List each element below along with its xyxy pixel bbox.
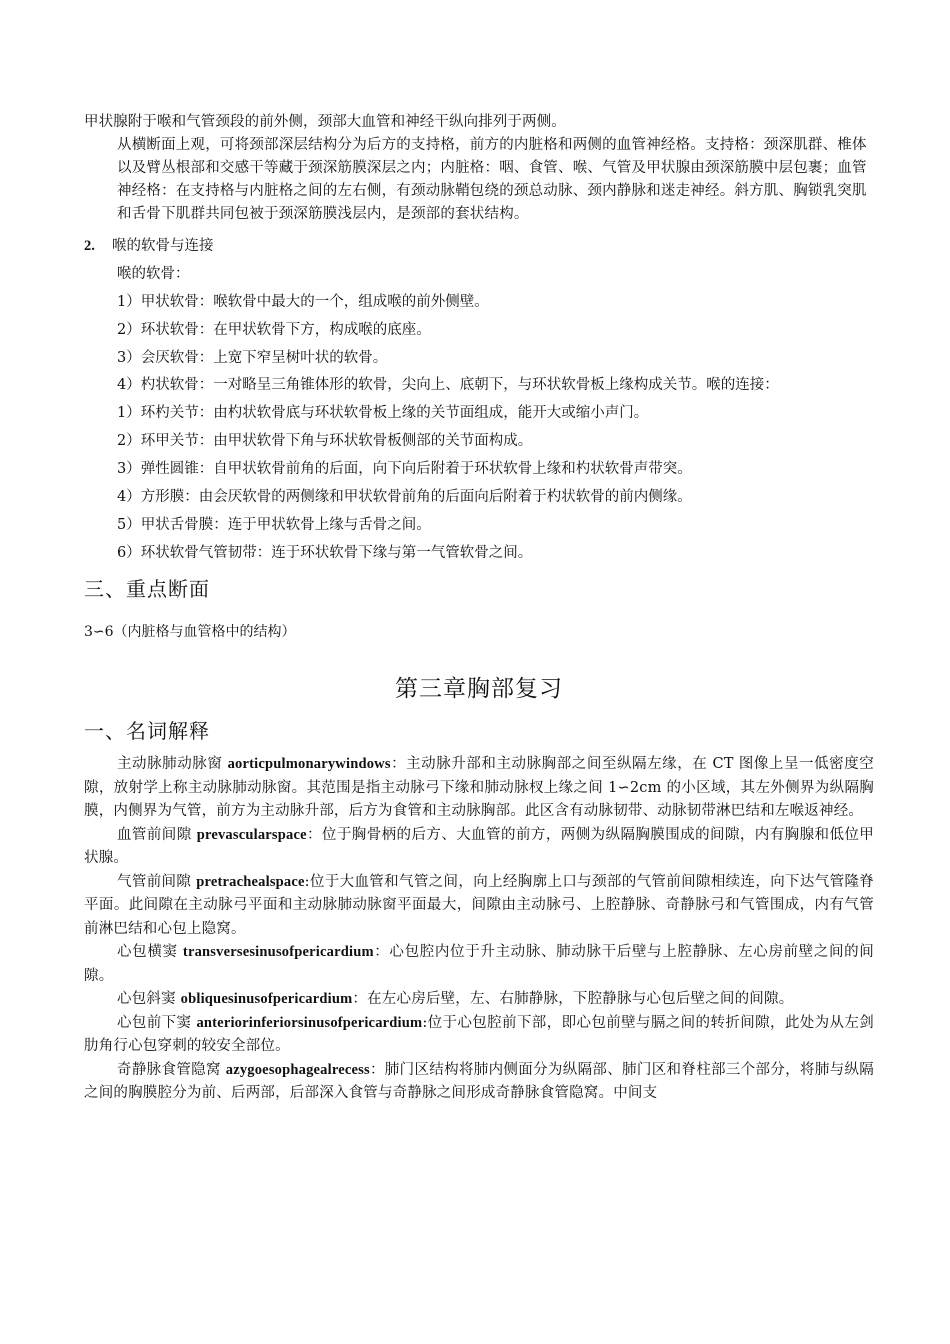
term-definition: 心包腔内位于升主动脉、肺动脉干后壁与上腔静脉、左心房前壁之间的间隙。 xyxy=(84,944,875,984)
term-zh: 心包斜窦 xyxy=(117,991,176,1007)
cartilage-item: 4）杓状软骨：一对略呈三角锥体形的软骨，尖向上、底朝下，与环状软骨板上缘构成关节。喉的连接： xyxy=(117,377,779,393)
term-en: aorticpulmonarywindows xyxy=(227,756,391,772)
joint-item: 3）弹性圆锥：自甲状软骨前角的后面，向下向后附着于环状软骨上缘和杓状软骨声带突。 xyxy=(117,461,692,477)
term-zh: 主动脉肺动脉窗 xyxy=(117,756,223,772)
section-2-heading xyxy=(84,234,874,258)
term-paragraph xyxy=(84,941,874,988)
joint-item: 6）环状软骨气管韧带：连于环状软骨下缘与第一气管软骨之间。 xyxy=(117,545,533,561)
document-page xyxy=(84,110,874,1106)
cartilage-item: 2）环状软骨：在甲状软骨下方，构成喉的底座。 xyxy=(117,322,431,338)
term-definition: 主动脉升部和主动脉胸部之间至纵隔左缘，在 CT 图像上呈一低密度空隙，放射学上称主动脉肺动脉窗。其范围是指主动脉弓下缘和肺动脉杈上缘之间 1∽2cm 的小区域，其左外侧界为纵隔胸膜，内侧界为气管，前方为主动脉升部，后方为食管和主动脉胸部。此区含有动脉韧带、动脉韧带淋巴结和左喉返神经。 xyxy=(84,756,874,819)
term-definition: 在左心房后壁，左、右肺静脉，下腔静脉与心包后壁之间的间隙。 xyxy=(367,991,794,1007)
term-sep: : xyxy=(422,1014,428,1031)
cartilage-item: 3）会厌软骨：上宽下窄呈树叶状的软骨。 xyxy=(117,350,388,366)
term-paragraph xyxy=(84,753,874,824)
term-sep: ： xyxy=(369,1061,385,1078)
joint-item: 5）甲状舌骨膜：连于甲状软骨上缘与舌骨之间。 xyxy=(117,517,431,533)
cartilage-heading: 喉的软骨： xyxy=(117,266,190,282)
cartilage-item: 1）甲状软骨：喉软骨中最大的一个，组成喉的前外侧壁。 xyxy=(117,294,489,310)
term-en: transversesinusofpericardium xyxy=(182,944,374,960)
section-2-title: 喉的软骨与连接 xyxy=(112,238,214,254)
term-zh: 气管前间隙 xyxy=(117,873,192,890)
chapter-title: 第三章胸部复习 xyxy=(395,676,563,702)
term-definition: 位于胸骨柄的后方、大血管的前方，两侧为纵隔胸膜围成的间隙，内有胸腺和低位甲状腺。 xyxy=(84,826,874,866)
term-en: pretrachealspace xyxy=(196,873,305,890)
term-en: anteriorinferiorsinusofpericardium xyxy=(196,1014,423,1031)
term-paragraph xyxy=(84,1012,874,1059)
key-sections-heading: 三、重点断面 xyxy=(84,577,210,601)
term-zh: 血管前间隙 xyxy=(117,826,192,843)
term-sep: ： xyxy=(373,944,390,960)
term-definition: 位于心包腔前下部，即心包前壁与膈之间的转折间隙，此处为从左剑肋角行心包穿刺的较安全部位。 xyxy=(84,1014,875,1054)
term-en: prevascularspace xyxy=(196,826,307,843)
term-sep: ： xyxy=(390,756,407,772)
term-definition: 肺门区结构将肺内侧面分为纵隔部、肺门区和脊柱部三个部分，将肺与纵隔之间的胸膜腔分为前、后两部，后部深入食管与奇静脉之间形成奇静脉食管隐窝。中间支 xyxy=(84,1061,875,1101)
term-zh: 心包前下窦 xyxy=(117,1014,192,1031)
term-paragraph xyxy=(84,871,874,942)
term-definition: 位于大血管和气管之间，向上经胸廓上口与颈部的气管前间隙相续连，向下达气管隆脊平面。此间隙在主动脉弓平面和主动脉肺动脉窗平面最大，间隙由主动脉弓、上腔静脉、奇静脉弓和气管围成，内有气管前淋巴结和心包上隐窝。 xyxy=(84,873,875,937)
key-sections-note: 3∽6（内脏格与血管格中的结构） xyxy=(84,624,296,640)
cross-section-paragraph: 从横断面上观，可将颈部深层结构分为后方的支持格，前方的内脏格和两侧的血管神经格。支持格：颈深肌群、椎体以及臂丛根部和交感干等藏于颈深筋膜深层之内；内脏格：咽、食管、喉、气管及甲状腺由颈深筋膜中层包裹；血管神经格：在支持格与内脏格之间的左右侧，有颈动脉鞘包绕的颈总动脉、颈内静脉和迷走神经。斜方肌、胸锁乳突肌和舌骨下肌群共同包被于颈深筋膜浅层内，是颈部的套状结构。 xyxy=(117,137,867,222)
term-paragraph xyxy=(84,988,874,1012)
term-en: obliquesinusofpericardium xyxy=(180,991,353,1007)
term-en: azygoesophagealrecess xyxy=(225,1061,370,1078)
joint-item: 2）环甲关节：由甲状软骨下角与环状软骨板侧部的关节面构成。 xyxy=(117,433,533,449)
joint-item: 1）环杓关节：由杓状软骨底与环状软骨板上缘的关节面组成，能开大或缩小声门。 xyxy=(117,405,649,421)
terms-heading: 一、名词解释 xyxy=(84,719,210,743)
terms-list xyxy=(84,753,874,1106)
term-sep: : xyxy=(304,873,310,890)
term-zh: 奇静脉食管隐窝 xyxy=(117,1061,221,1078)
term-paragraph xyxy=(84,1059,874,1106)
intro-line: 甲状腺附于喉和气管颈段的前外侧，颈部大血管和神经干纵向排列于两侧。 xyxy=(84,114,566,130)
term-zh: 心包横窦 xyxy=(117,944,178,960)
term-sep: ： xyxy=(306,826,322,843)
joint-item: 4）方形膜：由会厌软骨的两侧缘和甲状软骨前角的后面向后附着于杓状软骨的前内侧缘。 xyxy=(117,489,692,505)
section-2-number: 2. xyxy=(84,238,95,254)
term-sep: ： xyxy=(352,991,368,1007)
term-paragraph xyxy=(84,824,874,871)
